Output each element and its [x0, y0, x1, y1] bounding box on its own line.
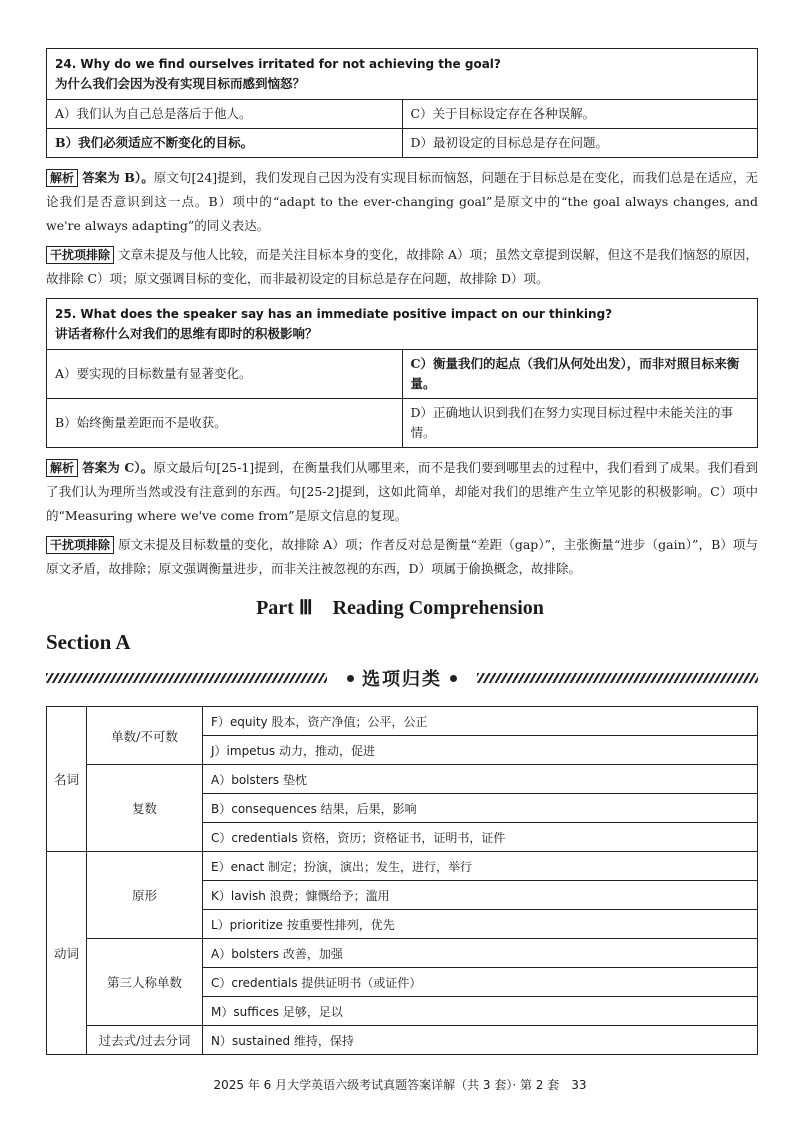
- subcategory-base: 原形: [87, 852, 203, 939]
- analysis-24-text: 原文句[24]提到，我们发现自己因为没有实现目标而恼怒，问题在于目标总是在变化，而我们总是在适应，无论我们是否意识到这一点。B）项中的“adapt to the ever-changing goal”是原文中的“the goal always changes, and we're always adapting”的同义表达。: [46, 170, 758, 233]
- question-24-en: 24. Why do we find ourselves irritated for not achieving the goal?: [55, 57, 501, 71]
- page-footer: 2025 年 6 月大学英语六级考试真题答案详解（共 3 套）· 第 2 套 33: [213, 1078, 587, 1092]
- option-d: D）正确地认识到我们在努力实现目标过程中未能关注的事情。: [402, 399, 758, 448]
- vocab-item: A）bolsters 改善，加强: [203, 939, 758, 968]
- hatch-divider: [477, 673, 758, 683]
- vocab-item: E）enact 制定；扮演，演出；发生，进行，举行: [203, 852, 758, 881]
- category-verb: 动词: [47, 852, 87, 1055]
- vocab-item: C）credentials 提供证明书（或证件）: [203, 968, 758, 997]
- distractor-25-text: 原文未提及目标数量的变化，故排除 A）项；作者反对总是衡量“差距（gap）”，主张衡量“进步（gain）”，B）项与原文矛盾，故排除；原文强调衡量进步，而非关注被忽视的东西，D）项属于偷换概念，故排除。: [46, 537, 758, 576]
- banner-title: 选项归类: [362, 669, 442, 690]
- vocab-item: A）bolsters 垫枕: [203, 765, 758, 794]
- answer-24: 答案为 B）。: [82, 170, 154, 185]
- option-c: C）衡量我们的起点（我们从何处出发），而非对照目标来衡量。: [402, 350, 758, 399]
- distractor-tag: 干扰项排除: [46, 536, 114, 554]
- distractor-24: [46, 243, 758, 291]
- analysis-24: [46, 166, 758, 238]
- distractor-tag: 干扰项排除: [46, 246, 114, 264]
- bullet-icon: [347, 675, 354, 682]
- subcategory-third-person: 第三人称单数: [87, 939, 203, 1026]
- vocab-item: F）equity 股本，资产净值；公平，公正: [203, 707, 758, 736]
- option-a: A）要实现的目标数量有显著变化。: [47, 350, 403, 399]
- analysis-25-text: 原文最后句[25-1]提到，在衡量我们从哪里来，而不是我们要到哪里去的过程中，我们看到了成果。我们看到了我们认为理所当然或没有注意到的东西。句[25-2]提到，这如此简单，却能对我们的思维产生立竿见影的积极影响。C）项中的“Measuring where we've come from”是原文信息的复现。: [46, 460, 758, 523]
- vocab-item: K）lavish 浪费；慷慨给予；滥用: [203, 881, 758, 910]
- analysis-tag: 解析: [46, 169, 78, 187]
- section-title: Section A: [46, 630, 131, 654]
- vocab-item: L）prioritize 按重要性排列，优先: [203, 910, 758, 939]
- vocab-item: C）credentials 资格，资历；资格证书，证明书，证件: [203, 823, 758, 852]
- option-c: C）关于目标设定存在各种误解。: [402, 100, 758, 129]
- vocab-item: J）impetus 动力，推动，促进: [203, 736, 758, 765]
- question-24-header: [47, 49, 758, 100]
- subcategory-past: 过去式/过去分词: [87, 1026, 203, 1055]
- vocab-item: N）sustained 维持，保持: [203, 1026, 758, 1055]
- analysis-25: [46, 456, 758, 528]
- option-b: B）我们必须适应不断变化的目标。: [47, 129, 403, 158]
- vocab-item: B）consequences 结果，后果，影响: [203, 794, 758, 823]
- part-title: Part Ⅲ Reading Comprehension: [256, 597, 544, 619]
- vocab-table: [46, 706, 758, 1055]
- option-b: B）始终衡量差距而不是收获。: [47, 399, 403, 448]
- question-25-cn: 讲话者称什么对我们的思维有即时的积极影响？: [55, 326, 318, 341]
- distractor-24-text: 文章未提及与他人比较，而是关注目标本身的变化，故排除 A）项；虽然文章提到误解，但这不是我们恼怒的原因，故排除 C）项；原文强调目标的变化，而非最初设定的目标总是存在问题，故排除 D）项。: [46, 247, 758, 286]
- vocab-item: M）suffices 足够，足以: [203, 997, 758, 1026]
- question-25-en: 25. What does the speaker say has an immediate positive impact on our thinking?: [55, 307, 613, 321]
- question-25-table: [46, 298, 758, 448]
- subcategory-singular: 单数/不可数: [87, 707, 203, 765]
- question-25-header: [47, 299, 758, 350]
- answer-25: 答案为 C）。: [82, 460, 154, 475]
- hatch-divider: [46, 673, 327, 683]
- analysis-tag: 解析: [46, 459, 78, 477]
- question-24-table: [46, 48, 758, 158]
- option-d: D）最初设定的目标总是存在问题。: [402, 129, 758, 158]
- question-24-cn: 为什么我们会因为没有实现目标而感到恼怒？: [55, 76, 306, 91]
- section-banner: [46, 664, 758, 692]
- category-noun: 名词: [47, 707, 87, 852]
- subcategory-plural: 复数: [87, 765, 203, 852]
- bullet-icon: [450, 675, 457, 682]
- distractor-25: [46, 533, 758, 581]
- option-a: A）我们认为自己总是落后于他人。: [47, 100, 403, 129]
